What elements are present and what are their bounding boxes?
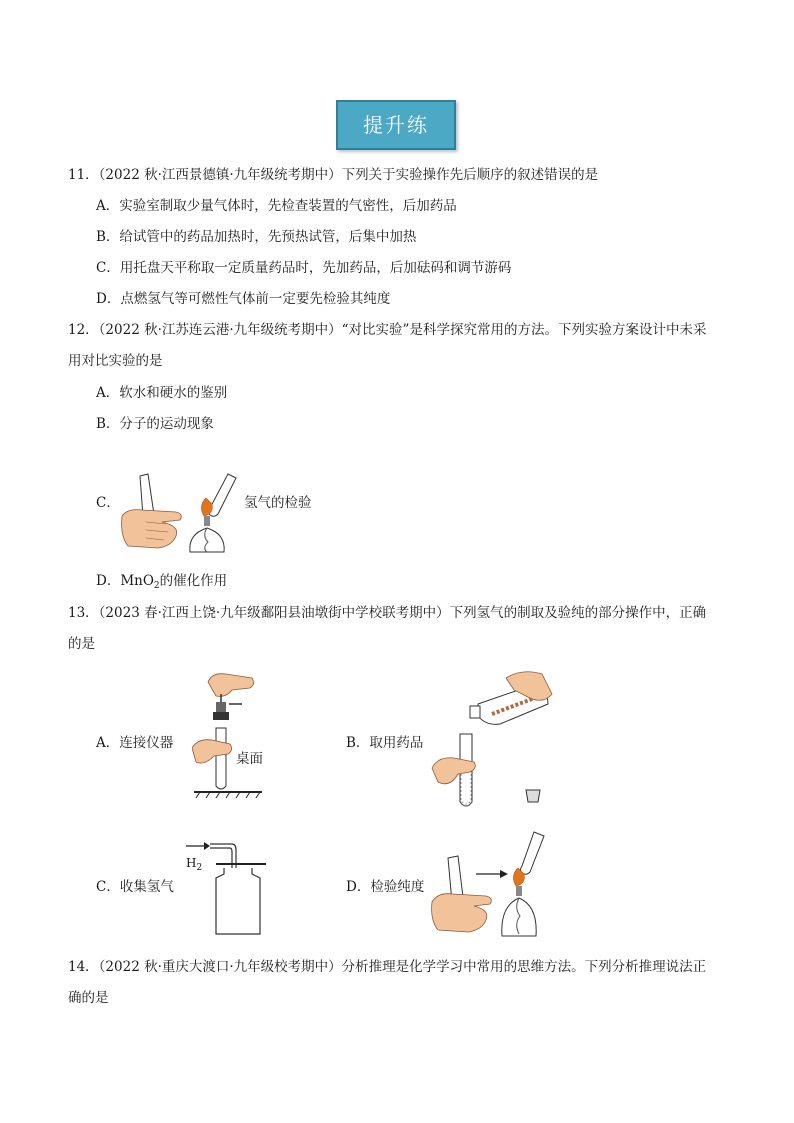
- q13-a-table-label: 桌面: [236, 751, 263, 767]
- top-hand-icon: [208, 674, 254, 697]
- arrow-right-icon: [476, 870, 508, 878]
- q13-option-b: B．取用药品: [346, 735, 424, 751]
- rubber-stopper-icon: [213, 694, 242, 720]
- q11-option-a: A．实验室制取少量气体时，先检查装置的气密性，后加药品: [96, 198, 457, 214]
- inverted-tube-icon: [521, 832, 545, 874]
- alcohol-lamp-icon: [190, 516, 224, 552]
- q12-stem-line1: 12．（2022 秋·江苏连云港·九年级统考期中）“对比实验”是科学探究常用的方法。下列实验方案设计中未采: [68, 322, 707, 338]
- q13-stem-line2: 的是: [68, 636, 95, 652]
- gas-bottle-icon: [216, 864, 266, 934]
- q13-connect-apparatus-figure: [192, 668, 272, 800]
- table-surface: [194, 792, 262, 798]
- q12-option-a: A．软水和硬水的鉴别: [96, 385, 228, 401]
- tilted-tube-icon: [209, 474, 237, 516]
- hand-icon: [122, 510, 182, 548]
- q14-stem-line2: 确的是: [68, 990, 109, 1006]
- q12-option-b: B．分子的运动现象: [96, 416, 214, 432]
- q14-stem-line1: 14．（2022 秋·重庆大渡口·九年级校考期中）分析推理是化学学习中常用的思维方法。下列分析推理说法正: [68, 959, 707, 975]
- q13-purity-test-figure: [430, 828, 560, 943]
- q11-option-b: B．给试管中的药品加热时，先预热试管，后集中加热: [96, 229, 417, 245]
- q12-hydrogen-test-figure: [118, 470, 248, 560]
- q13-option-a: A．连接仪器: [96, 735, 174, 751]
- arrow-right-icon: [186, 842, 210, 850]
- q12-option-c-letter: C．: [96, 495, 120, 511]
- q13-c-gas-label: $H_2$: [186, 856, 203, 873]
- section-title: 提升练: [363, 113, 429, 137]
- q12-option-c-label: 氢气的检验: [244, 495, 312, 511]
- q11-option-c: C．用托盘天平称取一定质量药品时，先加药品，后加砝码和调节游码: [96, 260, 512, 276]
- stopper-icon: [526, 790, 540, 802]
- q11-option-d: D．点燃氢气等可燃性气体前一定要先检验其纯度: [96, 291, 391, 307]
- q13-collect-hydrogen-figure: [180, 838, 270, 938]
- q13-take-reagent-figure: [430, 664, 560, 814]
- section-banner: [336, 100, 456, 150]
- q13-option-c: C．收集氢气: [96, 879, 174, 895]
- q13-stem-line1: 13．（2023 春·江西上饶·九年级鄱阳县油墩街中学校联考期中）下列氢气的制取及验纯的部分操作中，正确: [68, 605, 707, 621]
- test-tube-icon: [216, 728, 226, 789]
- q12-option-d: D．MnO$_2$的催化作用: [96, 573, 228, 591]
- alcohol-lamp-icon: [502, 886, 536, 936]
- q13-option-d: D．检验纯度: [346, 879, 425, 895]
- hand-icon: [432, 894, 492, 932]
- q11-stem: 11．（2022 秋·江西景德镇·九年级统考期中）下列关于实验操作先后顺序的叙述错误的是: [68, 167, 599, 183]
- q12-stem-line2: 用对比实验的是: [68, 353, 163, 369]
